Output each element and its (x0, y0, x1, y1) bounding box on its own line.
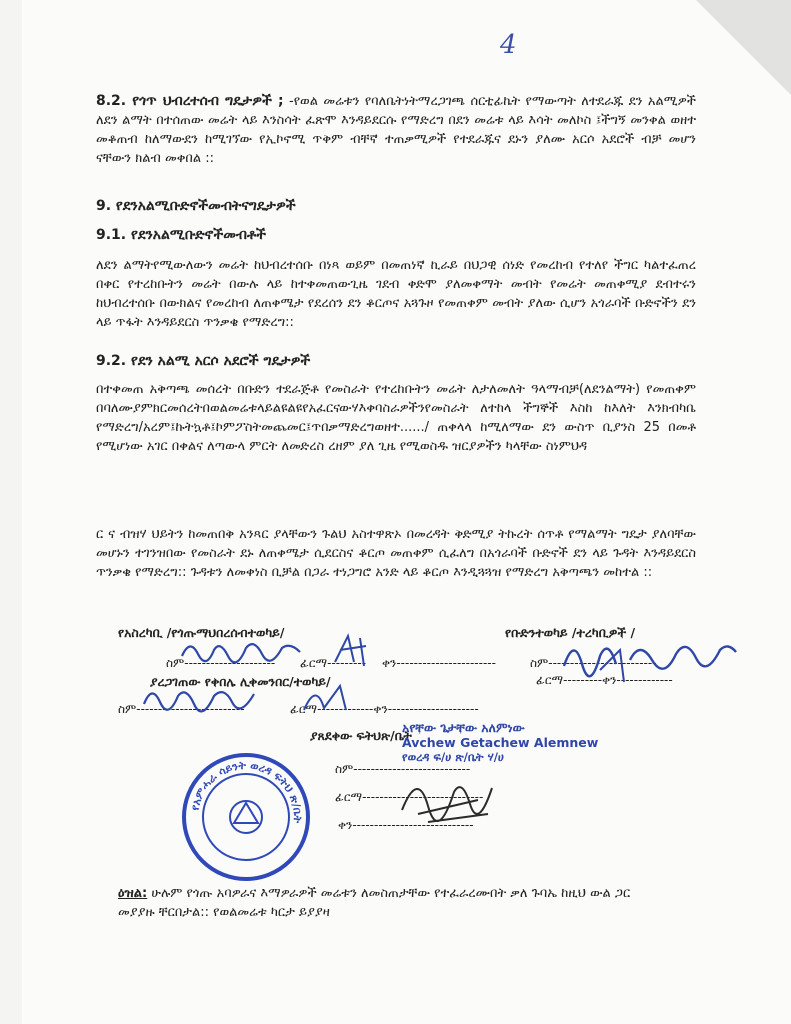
receiver-sign-line: ፊርማ---------ቀን------------- (536, 673, 673, 687)
section-8-2-heading: 8.2. የጎጥ ህብረተሰብ ግዴታዎች ; (96, 93, 284, 109)
receiver-name-line: ስም------------------------- (530, 656, 657, 670)
witness-label: ያጸደቀው ፍትህጽ/ቤት (310, 728, 412, 743)
svg-text:የአምሓራ ሳይንት ወረዳ ፍትህ ጽ/ቤት (188, 759, 304, 824)
page-number: 4 (500, 30, 517, 60)
section-9-1-text: ለደን ልማትየሚውለውን መሬት ከህብረተሰቡ በነጻ ወይም በመጠነኛ ኪራይ በህጋዊ ሰነድ የመረከብ የተለየ ችግር ካልተፈጠረ በቀር የተረከቡትን መሬት በውሉ ላይ ከተቀመጠውጊዜ ገደብ ቀድሞ ያለመቀማት መብት የመሬት መጠቀሚያ ደብተሩን ከህብረተሰቡ በውክልና የመረከብ ለጠቀሜታ የደረሰን ደን ቆርጦና አጓጉዞ የመጠቀም መብት ያለው ሲሆን አጎራባች ቡድኖችን ደን ላይ ጥፋት እንዳይደርስ ጥንቃቄ የማድረግ:: (96, 258, 696, 330)
section-9-2-text: በተቀመጠ አቅጣጫ መሰረት በቡድን ተደራጅቶ የመስራት የተረከቡትን መሬት ለታለመለት ዓላማብቻ(ለደንልማት) የመጠቀም በባለሙያምክርመሰረትበወልመሬቱላይልዩልዩየአፈርናውሃእቀባስራዎችንየመስራት ለተከላ ችግኞች እስከ ከእለት እንክብካቤ የማድረግ/አረም፤ኩትኳቶ፤ኮምፖስትመጨመር፤ጥበቃማድረግወዘተ....../ ጠቀላላ ከሚለማው ደን ውስጥ ቢያንስ 25 በመቶ የሚሆነው አገር በቀልና ለጣውላ ምርት ለመድረስ ረዘም ያለ ጊዜ የሚወስዱ ዝርያዎችን ካላቸው ስነምህዳ (96, 382, 696, 454)
note-label: ዕዝል: (118, 886, 148, 901)
verifier-label: ያረጋገጠው የቀበሌ ሊቀመንበር/ተወካይ/ (150, 674, 331, 689)
handover-label: የአስረካቢ /የጎጡማህበረሰብተወካይ/ (118, 625, 285, 640)
section-8-2-text: -የወል መሬቱን የባለቤትነትማረጋገጫ ሰርቲፊኬት የማውጣት ለተደራጁ ደን አልሚዎች ለደን ልማት በተሰጠው መሬት ላይ እንስሳት ፈጽሞ እንዳይደርሱ የማድረግ በደን መሬቱ ላይ እሳት መለኮስ ፤ችግኝ መንቀል ወዘተ መቆጠብ ከለማውደን ከሚገኘው የኢኮኖሚ ጥቅም ብቸኛ ተጠቃሚዎች የተደራጁና ደኑን ያለሙ አርሶ አደሮች ብቻ መሆን ናቸውን ክልብ መቀበል :: (96, 94, 696, 166)
witness-sign-line: ፊርማ---------------------------- (335, 790, 484, 804)
section-9-1-heading: 9.1. የደንአልሚቡድኖችመብቶች (96, 227, 267, 243)
verifier-sign-line: ፊርማ-------------ቀን--------------------- (290, 702, 479, 716)
section-9-2-text-cont: ር ና ብዝሃ ህይትን ከመጠበቅ አንጻር ያላቸውን ጉልህ አስተዋጽኦ በመረዳት ቅድሚያ ትኩረት ሰጥቶ የማልማት ግዴታ ያለባቸው መሆኑን ተገንዝበው የመስራት ደኑ ለጠቀሜታ ሲደርስና ቆርጦ መጠቀም ሲፈለግ በአጎራባች ቡድኖች ደን ላይ ጉዳት እንዳይደርስ ጥንቃቄ የማድረግ:: ጉዳቱን ለመቀነስ ቢቻል በጋራ ተነጋግሮ አንድ ላይ ቆርጦ እንዲጓጓዝ የማድረግ አቅጣጫን መከተል :: (96, 527, 696, 580)
verifier-initial (300, 680, 350, 715)
verifier-signature (142, 682, 262, 712)
note-text: ሁሉም የጎጡ አባዎራና እማዎራዎች መሬቱን ለመስጠታቸው የተፈራረሙበት ቃለ ጉባኤ ከዚህ ውል ጋር መያያዙ ቸርበታል:: የወልመሬቱ ካርታ ይያያዛ (118, 886, 631, 920)
handover-signature (180, 636, 310, 666)
folded-corner (696, 0, 791, 95)
official-stamp (182, 753, 310, 881)
handover-initial (330, 632, 375, 672)
witness-signature (398, 770, 498, 830)
witness-name-stamp: አየቸው ጌታቸው አለምነው Avchew Getachew Alemnew የወረዳ ፍ/ሀ ጽ/ቤት ሃ/ሀ (402, 720, 599, 764)
verifier-name-line: ስም------------------------- (118, 702, 245, 716)
section-8-2 (96, 92, 696, 168)
stamp-ring-text: የአምሓራ ሳይንት ወረዳ ፍትህ ጽ/ቤት (188, 758, 305, 824)
witness-date-line: ቀን---------------------------- (338, 818, 474, 832)
receiver-signature (560, 630, 740, 685)
handover-date-line: ቀን----------------------- (382, 656, 496, 670)
handover-name-line: ስም--------------------- (166, 656, 276, 670)
note (118, 884, 638, 922)
section-9-heading: 9. የደንአልሚቡድኖችመብትናግዴታዎች (96, 198, 296, 214)
section-9-2-heading: 9.2. የደን አልሚ አርሶ አደሮች ግዴታዎች (96, 353, 311, 369)
witness-name-line: ስም--------------------------- (335, 762, 471, 776)
handover-sign-line: ፊርማ--------- (300, 656, 367, 670)
stamp-emblem (186, 757, 306, 877)
receiver-label: የቡድንተወካይ /ተረካቢዎች / (505, 625, 636, 640)
